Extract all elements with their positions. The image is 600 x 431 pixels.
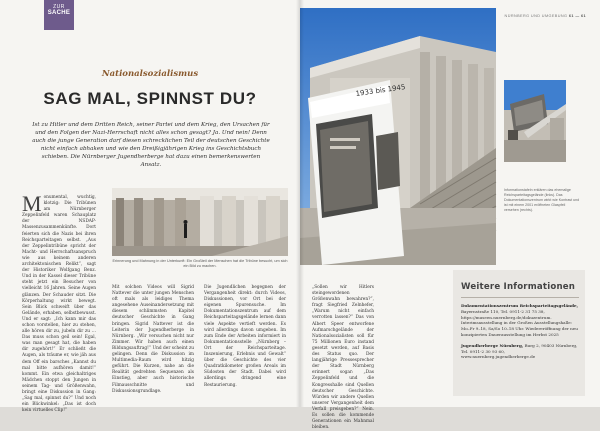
article-intro: Ist zu Hitler und dem Dritten Reich, seiner Partei und dem Krieg, den Ursachen für und den Folgen der Nazi-Herrschaft nicht alles schon gesagt? Ja. Und nein! Denn auch die junge Generation darf diesen schrecklichen Teil der deutschen Geschichte nicht einfach abhaken und wie den Dreißigjährigen Krieg ins Geschichtsbuch schieben. Die Nürnberger Jugendherberge hat dazu einen bemerkenswerten Ansatz. [32, 122, 270, 168]
left-page [0, 0, 300, 414]
photo-zeppelin-tribune [300, 8, 496, 265]
article-headline: SAG MAL, SPINNST DU? [43, 89, 257, 108]
tribune-image [300, 8, 496, 265]
article-kicker: Nationalsozialismus [101, 69, 199, 79]
column-1-text: onumental, wuchtig, klotzig: Die Tribünen am Nürnberger Zeppelinfeld waren Schauplatz der NSDAP-Massenzusammenkünfte. Dort feierten sich die Nazis bei ihren Reichsparteitagen selbst. „Aus der Zeppelintribüne spricht der Macht- und Herrschaftsanspruch wie aus keinem anderen architektonischen Relikt“, sagt der Historiker Wolfgang Benz. Und in der Kassel dieser Tribüne steht jetzt ein Besucher von vielleicht 16 Jahren. Seine Augen glänzen. Der Schauder sitzt. Die Körperhaltung wirkt bewegt. Sein Blick schweift über das Gelände, erhaben, selbstbewusst. Und er sagt: „Ich kann mir das schon vorstellen, hier zu stehen, alle hören dir zu, jubeln dir zu … Das muss schon geil sein! Egal, was man gesagt hat, die haben dir zugehört!“ Er schließt die Augen, als träume er, wie jäh aus dem Off ein barsches „Kannst du mal bitte aufhören damit!“ kommt. Ein etwa gleichaltriges Mädchen stoppt den Jungen in seinem Tag- und Größenwahn, bringt eine Diskussion in Gang: „Sag mal, spinnst du?“ Und noch ein Blickwinkel: „Das ist doch kein virtuelles Clip!“ [22, 195, 96, 414]
info-jh-details: Burg 2, 90403 Nürnberg, Tel. 0911-2 30 93 60, www.nuernberg.jugendherberge.de [461, 342, 578, 360]
colonnade-image [112, 188, 288, 256]
info-doc-details: Bayernstraße 110, Tel. 0911-2 31 75 38, https://museen.nuernberg.de/dokuzentrum. Interimsausstellung in der Großen Ausstellungshalle: Mo–Fr 9–18, Sa/So 10–18 Uhr. Wiedereröffnung der neu konzipierten Dauerausstellung im Herbst 2025 [461, 308, 578, 337]
info-jh-name: Jugendherberge Nürnberg, [461, 342, 524, 348]
info-doc-name: Dokumentationszentrum Reichsparteitagsgelände, [461, 303, 579, 308]
board-label: 1933 bis 1945 [355, 83, 406, 98]
article-column-3: Die Jugendlichen begegnen der Vergangenheit direkt: durch Videos, Diskussionen, vor Ort bei der eigenen Spurensuche. Im Dokumentationszentrum auf dem Reichsparteitagsgelände lernen dann viele Aspekte vertieft werden. Es wird allerdings davon umgeben. Im zum Ende der Arbeiten informiert in Dokumentationsstelle „Nürnberg – Ort der Reichsparteitage. Inszenierung, Erlebnis und Gewalt“ über die Geschichte des vier Quadratkilometer großen Areals im Südosten der Stadt. Dabei wird allerdings dringend eine Restaurierung. [204, 285, 286, 388]
info-box [453, 270, 585, 396]
photo-caption-right: Informationstafeln erklären das ehemalige Reichsparteitagsgelände (links). Das Dokumentationszentrum wirkt wie Kontrast und ist mit einem 2001 eröffneten Glaspfeil versehen (rechts). [504, 188, 580, 212]
documentation-center-image [504, 80, 566, 162]
section-tab-line2: SACHE [47, 10, 71, 17]
section-tab-line1: ZUR [53, 4, 65, 10]
right-page [300, 0, 600, 431]
article-column-1 [22, 191, 96, 414]
info-youth-hostel [461, 343, 579, 360]
article-column-2: Mit solchen Videos will Sigrid Nattever die unter jungen Menschen oft mals als leidiges Thema angesehene Auseinandersetzung mit diesem schlimmsten Kapitel deutscher Geschichte in Gang bringen. Sigrid Nattever ist die Leiterin der Jugendherberge in Nürnberg. „Wir versuchen nicht nur Zimmer. Wir haben auch einen Bildungsauftrag!“ Und der scheint zu gelingen. Denn die Diskussion im Multimedia-Raum wird hitzig geführt. Die Kurzen, nahe an die Realität gedrehten Sequenzen als Einstieg, aber auch historische Filmausschnitte und Diskussionsgrundlage. [112, 285, 194, 394]
info-body [461, 303, 579, 365]
page-header [505, 14, 586, 18]
page-number: 61 — 61 [568, 14, 586, 18]
info-doc-center [461, 303, 579, 338]
photo-colonnade [112, 188, 288, 256]
page-header-label: NÜRNBERG UND UMGEBUNG [504, 14, 568, 18]
info-divider [461, 297, 579, 298]
info-title: Weitere Informationen [461, 282, 576, 292]
drop-cap: M [22, 191, 42, 216]
section-tab [44, 0, 74, 30]
photo-caption-left: Erinnerung und Mahnung in der Unterkunft: Ein Großteil der Menschen hat die Tribüne besucht, um sich ein Bild zu machen. [112, 259, 288, 268]
photo-documentation-center [504, 80, 566, 162]
article-column-4: „Sollen wir Hitlers steingewordenen Größenwahn bewahren?“, fragt Siegfried Zelnhefer, „Warum nicht einfach verrotten lassen?“ Das von Albert Speer entworfene Aufmarschgelände der Nationalsozialisten soll für 75 Millionen Euro instand gesetzt werden, auf Basis des Status quo. Der langjährige Pressesprecher der Stadt Nürnberg erinnert sogar: „Das Zeppelinfeld und die Kongresshalle sind Quellen deutscher Geschichte. Würden wir andere Quellen unserer Vergangenheit dem Verfall preisgeben?“ Nein. Es sollen die kommende Generationen ein Mahnmal bleiben. [312, 285, 374, 431]
